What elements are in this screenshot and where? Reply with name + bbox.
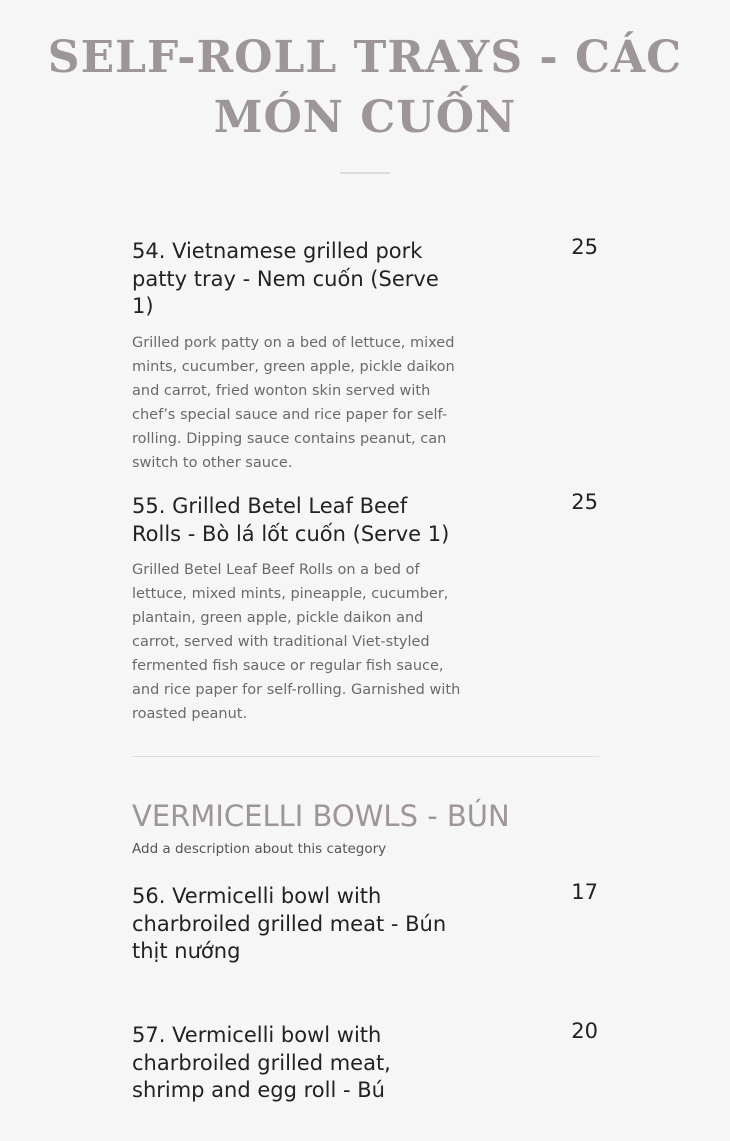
item-price: 17	[571, 880, 598, 904]
menu-item[interactable]	[132, 490, 599, 726]
item-price: 25	[571, 235, 598, 259]
section-title: SELF-ROLL TRAYS - CÁC MÓN CUỐN	[47, 32, 683, 143]
menu-item[interactable]	[132, 1019, 599, 1105]
menu-item[interactable]	[132, 880, 599, 966]
title-divider	[340, 172, 390, 174]
item-name: 55. Grilled Betel Leaf Beef Rolls - Bò lá lốt cuốn (Serve 1)	[132, 494, 450, 546]
category-title: VERMICELLI BOWLS - BÚN	[132, 799, 510, 833]
item-name: 56. Vermicelli bowl with charbroiled grilled meat - Bún thịt nướng	[132, 884, 447, 963]
menu-item[interactable]	[132, 235, 599, 475]
item-name: 54. Vietnamese grilled pork patty tray - Nem cuốn (Serve 1)	[132, 239, 439, 318]
item-price: 25	[571, 490, 598, 514]
item-name: 57. Vermicelli bowl with charbroiled grilled meat, shrimp and egg roll - Bú	[132, 1023, 391, 1102]
item-description: Grilled Betel Leaf Beef Rolls on a bed of lettuce, mixed mints, pineapple, cucumber, plantain, green apple, pickle daikon and carrot, served with traditional Viet-styled fermented fish sauce or regular fish sauce, and rice paper for self-rolling. Garnished with roasted peanut.	[132, 562, 461, 722]
item-price: 20	[571, 1019, 598, 1043]
item-description: Grilled pork patty on a bed of lettuce, mixed mints, cucumber, green apple, pickle daikon and carrot, fried wonton skin served with chef’s special sauce and rice paper for self-rolling. Dipping sauce contains peanut, can switch to other sauce.	[132, 334, 455, 471]
section-divider	[132, 756, 599, 757]
category-description: Add a description about this category	[132, 841, 387, 857]
